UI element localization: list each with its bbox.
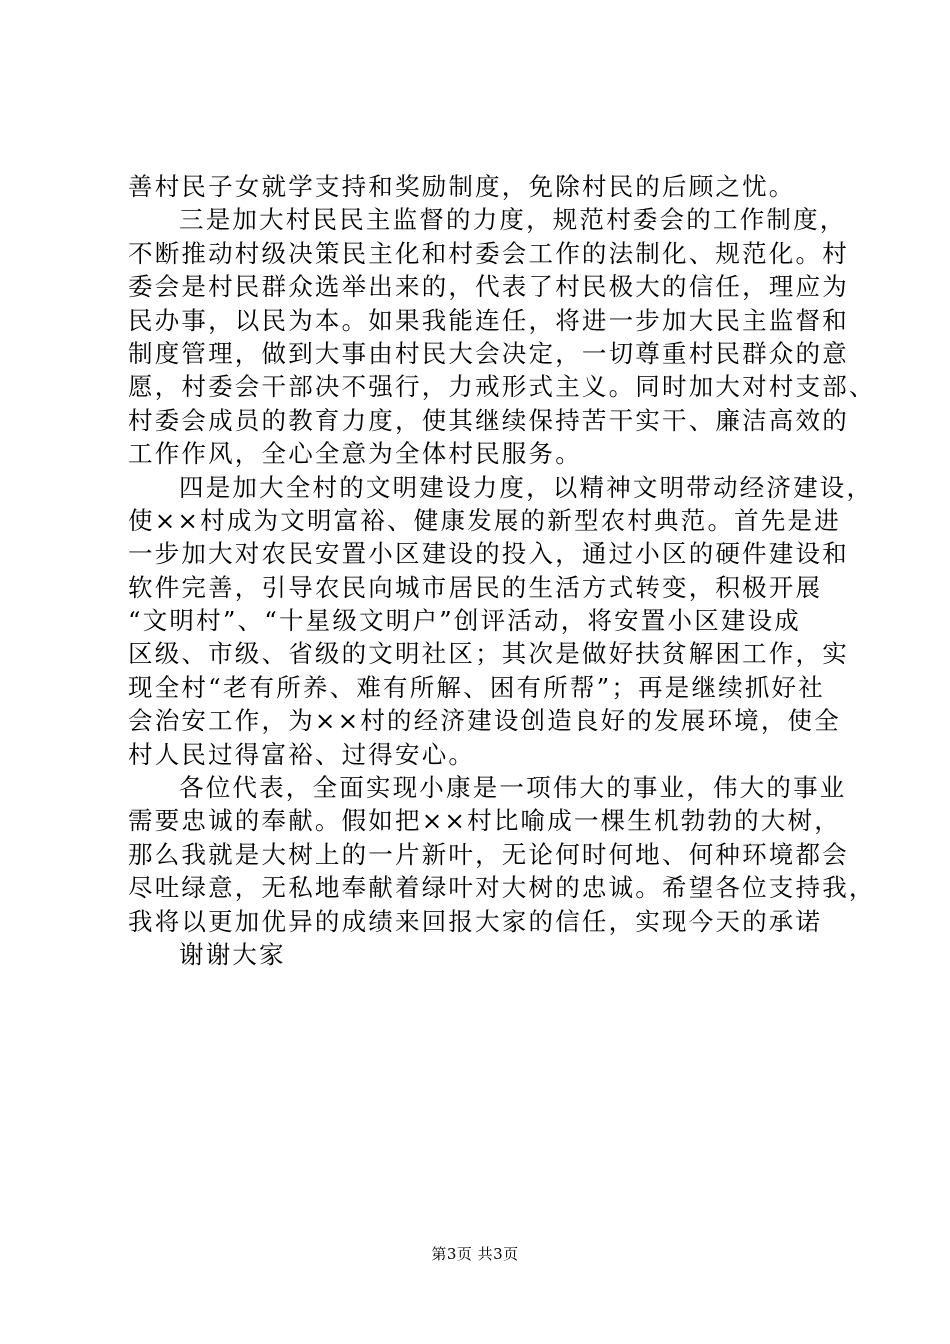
text-line: 现全村“老有所养、难有所解、困有所帮”；再是继续抓好社 (128, 672, 825, 702)
document-body (128, 170, 876, 971)
text-line: 我将以更加优异的成绩来回报大家的信任，实现今天的承诺 (128, 906, 823, 936)
text-line: 软件完善，引导农民向城市居民的生活方式转变，积极开展 (128, 572, 823, 602)
text-line: 会治安工作，为××村的经济建设创造良好的发展环境，使全 (128, 706, 841, 736)
text-line: 尽吐绿意，无私地奉献着绿叶对大树的忠诚。希望各位支持我， (128, 873, 876, 903)
text-line: 善村民子女就学支持和奖励制度，免除村民的后顾之忧。 (128, 172, 796, 201)
paragraph-start-line: 三是加大村民民主监督的力度，规范村委会的工作制度， (179, 205, 847, 235)
page-number-footer: 第3页 共3页 (431, 1245, 519, 1263)
text-line: 工作作风，全心全意为全体村民服务。 (128, 439, 582, 469)
text-line: 制度管理，做到大事由村民大会决定，一切尊重村民群众的意 (128, 338, 849, 368)
text-line: 那么我就是大树上的一片新叶，无论何时何地、何种环境都会 (128, 839, 849, 869)
text-line: 区级、市级、省级的文明社区；其次是做好扶贫解困工作，实 (128, 639, 849, 669)
closing-line: 谢谢大家 (179, 939, 286, 969)
text-line: 一步加大对农民安置小区建设的投入，通过小区的硬件建设和 (128, 539, 849, 569)
text-line: “文明村”、“十星级文明户”创评活动，将安置小区建设成 (128, 606, 801, 636)
text-line: 村委会成员的教育力度，使其继续保持苦干实干、廉洁高效的 (128, 405, 849, 435)
text-line: 委会是村民群众选举出来的，代表了村民极大的信任，理应为 (128, 272, 849, 302)
text-line: 民办事，以民为本。如果我能连任，将进一步加大民主监督和 (128, 305, 849, 335)
text-line: 使××村成为文明富裕、健康发展的新型农村典范。首先是进 (128, 505, 841, 535)
text-line: 村人民过得富裕、过得安心。 (128, 739, 476, 769)
paragraph-start-line: 四是加大全村的文明建设力度，以精神文明带动经济建设， (179, 472, 874, 502)
text-line: 愿，村委会干部决不强行，力戒形式主义。同时加大对村支部、 (128, 372, 876, 402)
paragraph-start-line: 各位代表，全面实现小康是一项伟大的事业，伟大的事业 (179, 773, 847, 803)
text-line: 需要忠诚的奉献。假如把××村比喻成一棵生机勃勃的大树， (128, 806, 841, 836)
text-line: 不断推动村级决策民主化和村委会工作的法制化、规范化。村 (128, 238, 849, 268)
